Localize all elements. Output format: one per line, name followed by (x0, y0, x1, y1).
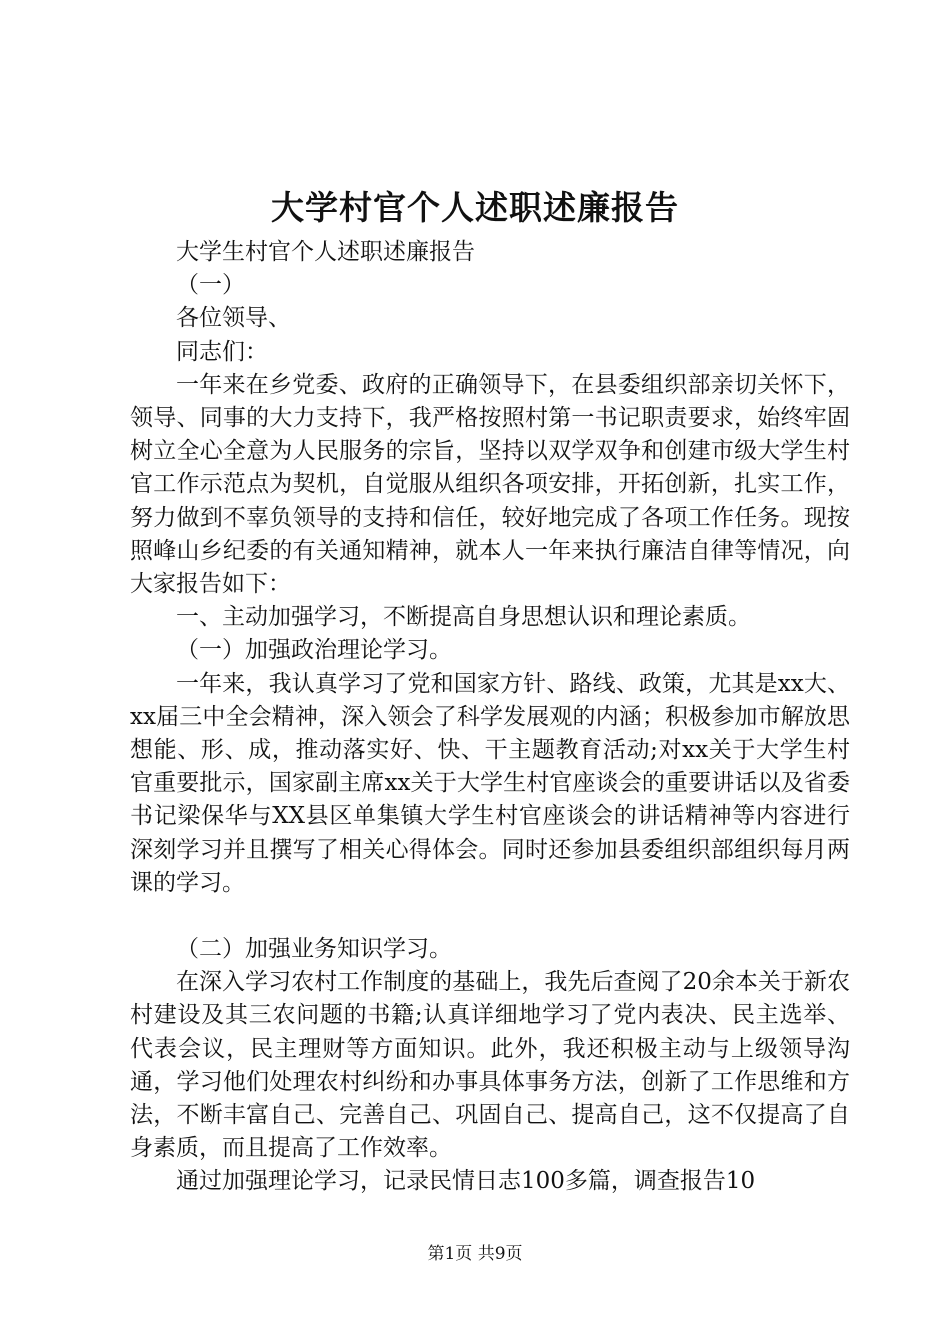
paragraph-political-study: 一年来，我认真学习了党和国家方针、路线、政策，尤其是xx大、xx届三中全会精神，深入领会了科学发展观的内涵；积极参加市解放思想能、形、成，推动落实好、快、干主题教育活动;对xx关于大学生村官重要批示，国家副主席xx关于大学生村官座谈会的重要讲话以及省委书记梁保华与XX县区单集镇大学生村官座谈会的讲话精神等内容进行深刻学习并且撰写了相关心得体会。同时还参加县委组织部组织每月两课的学习。 (130, 670, 850, 896)
paragraph-heading-1: 一、主动加强学习，不断提高自身思想认识和理论素质。 (176, 604, 751, 631)
paragraph-results: 通过加强理论学习，记录民情日志100多篇，调查报告10 (176, 1168, 756, 1195)
paragraph-subtitle: 大学生村官个人述职述廉报告 (176, 239, 475, 265)
paragraph-salutation-leaders: 各位领导、 (176, 305, 291, 332)
paragraph-subheading-2: （二）加强业务知识学习。 (176, 936, 452, 963)
page-number-footer: 第1页 共9页 (427, 1244, 523, 1264)
paragraph-introduction: 一年来在乡党委、政府的正确领导下，在县委组织部亲切关怀下，领导、同事的大力支持下，我严格按照村第一书记职责要求，始终牢固树立全心全意为人民服务的宗旨，坚持以双学双争和创建市级大学生村官工作示范点为契机，自觉服从组织各项安排，开拓创新，扎实工作，努力做到不辜负领导的支持和信任，较好地完成了各项工作任务。现按照峰山乡纪委的有关通知精神，就本人一年来执行廉洁自律等情况，向大家报告如下： (130, 371, 850, 598)
paragraph-subheading-1: （一）加强政治理论学习。 (176, 637, 452, 664)
document-title: 大学村官个人述职述廉报告 (271, 188, 679, 227)
paragraph-business-study: 在深入学习农村工作制度的基础上，我先后查阅了20余本关于新农村建设及其三农问题的书籍;认真详细地学习了党内表决、民主选举、代表会议，民主理财等方面知识。此外，我还积极主动与上级领导沟通，学习他们处理农村纠纷和办事具体事务方法，创新了工作思维和方法，不断丰富自己、完善自己、巩固自己、提高自己，这不仅提高了自身素质，而且提高了工作效率。 (130, 969, 850, 1162)
paragraph-section-number: （一） (176, 272, 245, 299)
document-body (130, 236, 850, 1199)
paragraph-salutation-comrades: 同志们： (176, 338, 268, 365)
